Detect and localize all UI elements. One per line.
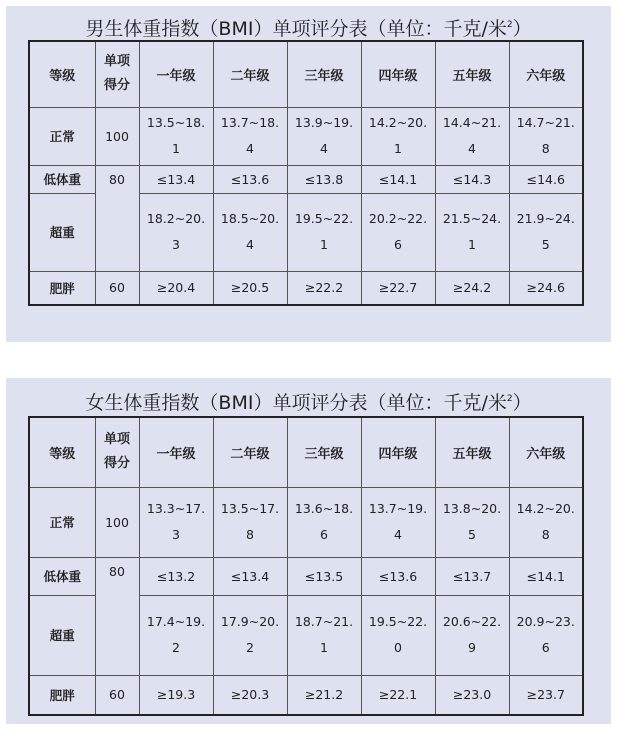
score-header-line: 单项 — [103, 54, 130, 70]
value-line: 1 — [172, 141, 180, 156]
level-cell: 低体重 — [29, 165, 95, 193]
value-line: 1 — [468, 237, 476, 252]
value-line: 20.2~22. — [368, 211, 428, 226]
value-cell — [509, 675, 583, 715]
girls-bmi-table — [28, 416, 584, 716]
header-label: 六年级 — [526, 446, 566, 462]
value-line: 6 — [320, 527, 328, 542]
girls-title-text: 女生体重指数（BMI）单项评分表（单位：千克/米 — [85, 392, 507, 414]
value-text: ≤13.6 — [230, 171, 270, 187]
value-text: ≤14.1 — [378, 171, 418, 187]
header-label: 五年级 — [452, 446, 492, 462]
value-cell — [139, 595, 213, 675]
value-text: ≥22.7 — [378, 280, 418, 296]
table-row — [29, 271, 583, 305]
value-text: ≥22.2 — [304, 280, 344, 296]
table-row — [29, 557, 583, 595]
value-line: 4 — [468, 141, 476, 156]
value-cell — [435, 595, 509, 675]
value-cell — [213, 487, 287, 557]
grade-header — [287, 41, 361, 107]
value-cell — [435, 271, 509, 305]
value-cell — [361, 107, 435, 165]
value-text: ≤13.5 — [304, 568, 344, 584]
header-label: 等级 — [49, 68, 76, 84]
value-text: ≤14.6 — [526, 171, 565, 187]
header-label: 四年级 — [378, 446, 418, 462]
value-line: 18.2~20. — [146, 211, 206, 226]
girls-table-title — [6, 386, 611, 416]
value-line: 18.5~20. — [220, 211, 280, 226]
value-cell — [139, 675, 213, 715]
value-line: 6 — [541, 640, 550, 655]
value-line: 4 — [246, 141, 254, 156]
value-cell — [361, 165, 435, 193]
value-cell — [435, 675, 509, 715]
value-line: 1 — [320, 640, 328, 655]
level-cell: 肥胖 — [29, 271, 95, 305]
value-cell — [213, 675, 287, 715]
value-cell — [509, 595, 583, 675]
value-line: 4 — [394, 527, 402, 542]
score-header — [95, 417, 139, 487]
value-line: 17.4~19. — [146, 614, 206, 629]
value-text: ≤13.6 — [378, 568, 418, 584]
value-text: ≤13.4 — [230, 568, 270, 584]
level-header — [29, 41, 95, 107]
value-cell — [139, 557, 213, 595]
header-label: 一年级 — [156, 68, 196, 84]
value-cell — [287, 557, 361, 595]
level-cell: 正常 — [29, 107, 95, 165]
level-cell: 超重 — [29, 595, 95, 675]
value-cell — [361, 595, 435, 675]
value-cell — [509, 487, 583, 557]
value-cell — [287, 271, 361, 305]
boys-table-title — [6, 12, 611, 42]
value-line: 3 — [172, 237, 180, 252]
header-label: 三年级 — [304, 68, 344, 84]
value-text: ≥20.4 — [156, 280, 196, 296]
value-line: 19.5~22. — [368, 614, 428, 629]
value-text: ≥20.3 — [230, 687, 270, 703]
value-cell — [435, 557, 509, 595]
value-cell — [361, 675, 435, 715]
header-row — [29, 417, 583, 487]
boys-title-superscript: 2 — [506, 20, 513, 30]
grade-header — [139, 417, 213, 487]
grade-header — [361, 41, 435, 107]
value-line: 14.7~21. — [516, 115, 575, 130]
value-line: 20.6~22. — [442, 614, 502, 629]
value-line: 13.5~17. — [220, 501, 280, 516]
table-row — [29, 487, 583, 557]
score-cell: 60 — [95, 271, 139, 305]
value-line: 21.5~24. — [442, 211, 502, 226]
header-label: 三年级 — [304, 446, 344, 462]
value-line: 13.7~18. — [220, 115, 280, 130]
header-label: 二年级 — [230, 68, 270, 84]
level-cell: 肥胖 — [29, 675, 95, 715]
value-cell — [287, 165, 361, 193]
value-line: 13.3~17. — [146, 501, 206, 516]
value-cell — [287, 675, 361, 715]
value-text: ≤13.7 — [452, 568, 492, 584]
value-line: 18.7~21. — [294, 614, 354, 629]
girls-title-close: ） — [512, 392, 532, 414]
value-cell — [361, 557, 435, 595]
value-line: 13.9~19. — [294, 115, 354, 130]
header-row — [29, 41, 583, 107]
score-cell: 100 — [95, 107, 139, 165]
value-text: ≥23.7 — [526, 687, 565, 703]
value-cell — [287, 595, 361, 675]
level-cell: 超重 — [29, 193, 95, 271]
grade-header — [509, 41, 583, 107]
value-cell — [139, 193, 213, 271]
value-line: 8 — [541, 141, 550, 156]
value-line: 20.9~23. — [516, 614, 575, 629]
table-row — [29, 165, 583, 193]
value-cell — [213, 193, 287, 271]
grade-header — [287, 417, 361, 487]
value-line: 14.2~20. — [368, 115, 428, 130]
value-line: 3 — [172, 527, 180, 542]
value-line: 8 — [541, 527, 550, 542]
value-line: 4 — [246, 237, 254, 252]
table-row — [29, 107, 583, 165]
value-line: 1 — [394, 141, 402, 156]
score-header — [95, 41, 139, 107]
girls-bmi-panel — [6, 378, 611, 724]
header-label: 等级 — [49, 446, 76, 462]
grade-header — [435, 41, 509, 107]
value-text: ≤13.8 — [304, 171, 344, 187]
score-cell: 80 — [95, 557, 139, 675]
grade-header — [139, 41, 213, 107]
value-cell — [213, 107, 287, 165]
value-cell — [287, 107, 361, 165]
value-text: ≤14.3 — [452, 171, 492, 187]
header-label: 四年级 — [378, 68, 418, 84]
value-line: 5 — [541, 237, 550, 252]
score-header-line: 得分 — [103, 78, 130, 94]
value-cell — [509, 193, 583, 271]
value-text: ≥19.3 — [156, 687, 196, 703]
value-text: ≤13.2 — [156, 568, 196, 584]
value-cell — [213, 271, 287, 305]
level-cell: 正常 — [29, 487, 95, 557]
value-text: ≥24.2 — [452, 280, 492, 296]
value-line: 17.9~20. — [220, 614, 280, 629]
value-text: ≤13.4 — [156, 171, 196, 187]
value-cell — [213, 165, 287, 193]
value-cell — [139, 487, 213, 557]
score-header-line: 单项 — [103, 432, 130, 448]
value-cell — [139, 271, 213, 305]
value-cell — [435, 165, 509, 193]
boys-bmi-table — [28, 40, 584, 306]
score-cell: 100 — [95, 487, 139, 557]
boys-title-close: ） — [512, 18, 532, 40]
header-label: 二年级 — [230, 446, 270, 462]
value-cell — [139, 107, 213, 165]
value-line: 13.8~20. — [442, 501, 502, 516]
value-cell — [361, 271, 435, 305]
boys-bmi-panel — [6, 6, 611, 342]
value-line: 0 — [394, 640, 402, 655]
value-line: 1 — [320, 237, 328, 252]
grade-header — [509, 417, 583, 487]
value-line: 4 — [320, 141, 328, 156]
girls-title-superscript: 2 — [506, 394, 513, 404]
value-line: 9 — [468, 640, 476, 655]
value-line: 13.5~18. — [146, 115, 206, 130]
value-line: 14.2~20. — [516, 501, 575, 516]
level-header — [29, 417, 95, 487]
table-row — [29, 675, 583, 715]
value-cell — [509, 557, 583, 595]
value-line: 21.9~24. — [516, 211, 575, 226]
value-line: 2 — [246, 640, 254, 655]
score-cell: 80 — [95, 165, 139, 271]
value-line: 13.7~19. — [368, 501, 428, 516]
value-cell — [287, 193, 361, 271]
value-cell — [509, 165, 583, 193]
grade-header — [213, 417, 287, 487]
boys-title-text: 男生体重指数（BMI）单项评分表（单位：千克/米 — [85, 18, 507, 40]
value-cell — [139, 165, 213, 193]
value-cell — [361, 193, 435, 271]
value-cell — [435, 487, 509, 557]
value-line: 13.6~18. — [294, 501, 354, 516]
header-label: 六年级 — [526, 68, 566, 84]
value-line: 8 — [246, 527, 254, 542]
value-cell — [435, 193, 509, 271]
value-cell — [213, 595, 287, 675]
level-cell: 低体重 — [29, 557, 95, 595]
value-line: 19.5~22. — [294, 211, 354, 226]
value-text: ≥21.2 — [304, 687, 344, 703]
value-line: 6 — [394, 237, 402, 252]
value-cell — [435, 107, 509, 165]
value-cell — [509, 271, 583, 305]
header-label: 一年级 — [156, 446, 196, 462]
score-cell: 60 — [95, 675, 139, 715]
score-header-line: 得分 — [103, 456, 130, 472]
value-cell — [287, 487, 361, 557]
value-line: 14.4~21. — [442, 115, 502, 130]
value-cell — [361, 487, 435, 557]
grade-header — [361, 417, 435, 487]
value-text: ≥23.0 — [452, 687, 492, 703]
value-text: ≤14.1 — [526, 568, 565, 584]
grade-header — [213, 41, 287, 107]
value-line: 2 — [172, 640, 180, 655]
grade-header — [435, 417, 509, 487]
header-label: 五年级 — [452, 68, 492, 84]
value-text: ≥24.6 — [526, 280, 565, 296]
value-cell — [509, 107, 583, 165]
value-line: 5 — [468, 527, 476, 542]
value-cell — [213, 557, 287, 595]
value-text: ≥22.1 — [378, 687, 418, 703]
value-text: ≥20.5 — [230, 280, 270, 296]
